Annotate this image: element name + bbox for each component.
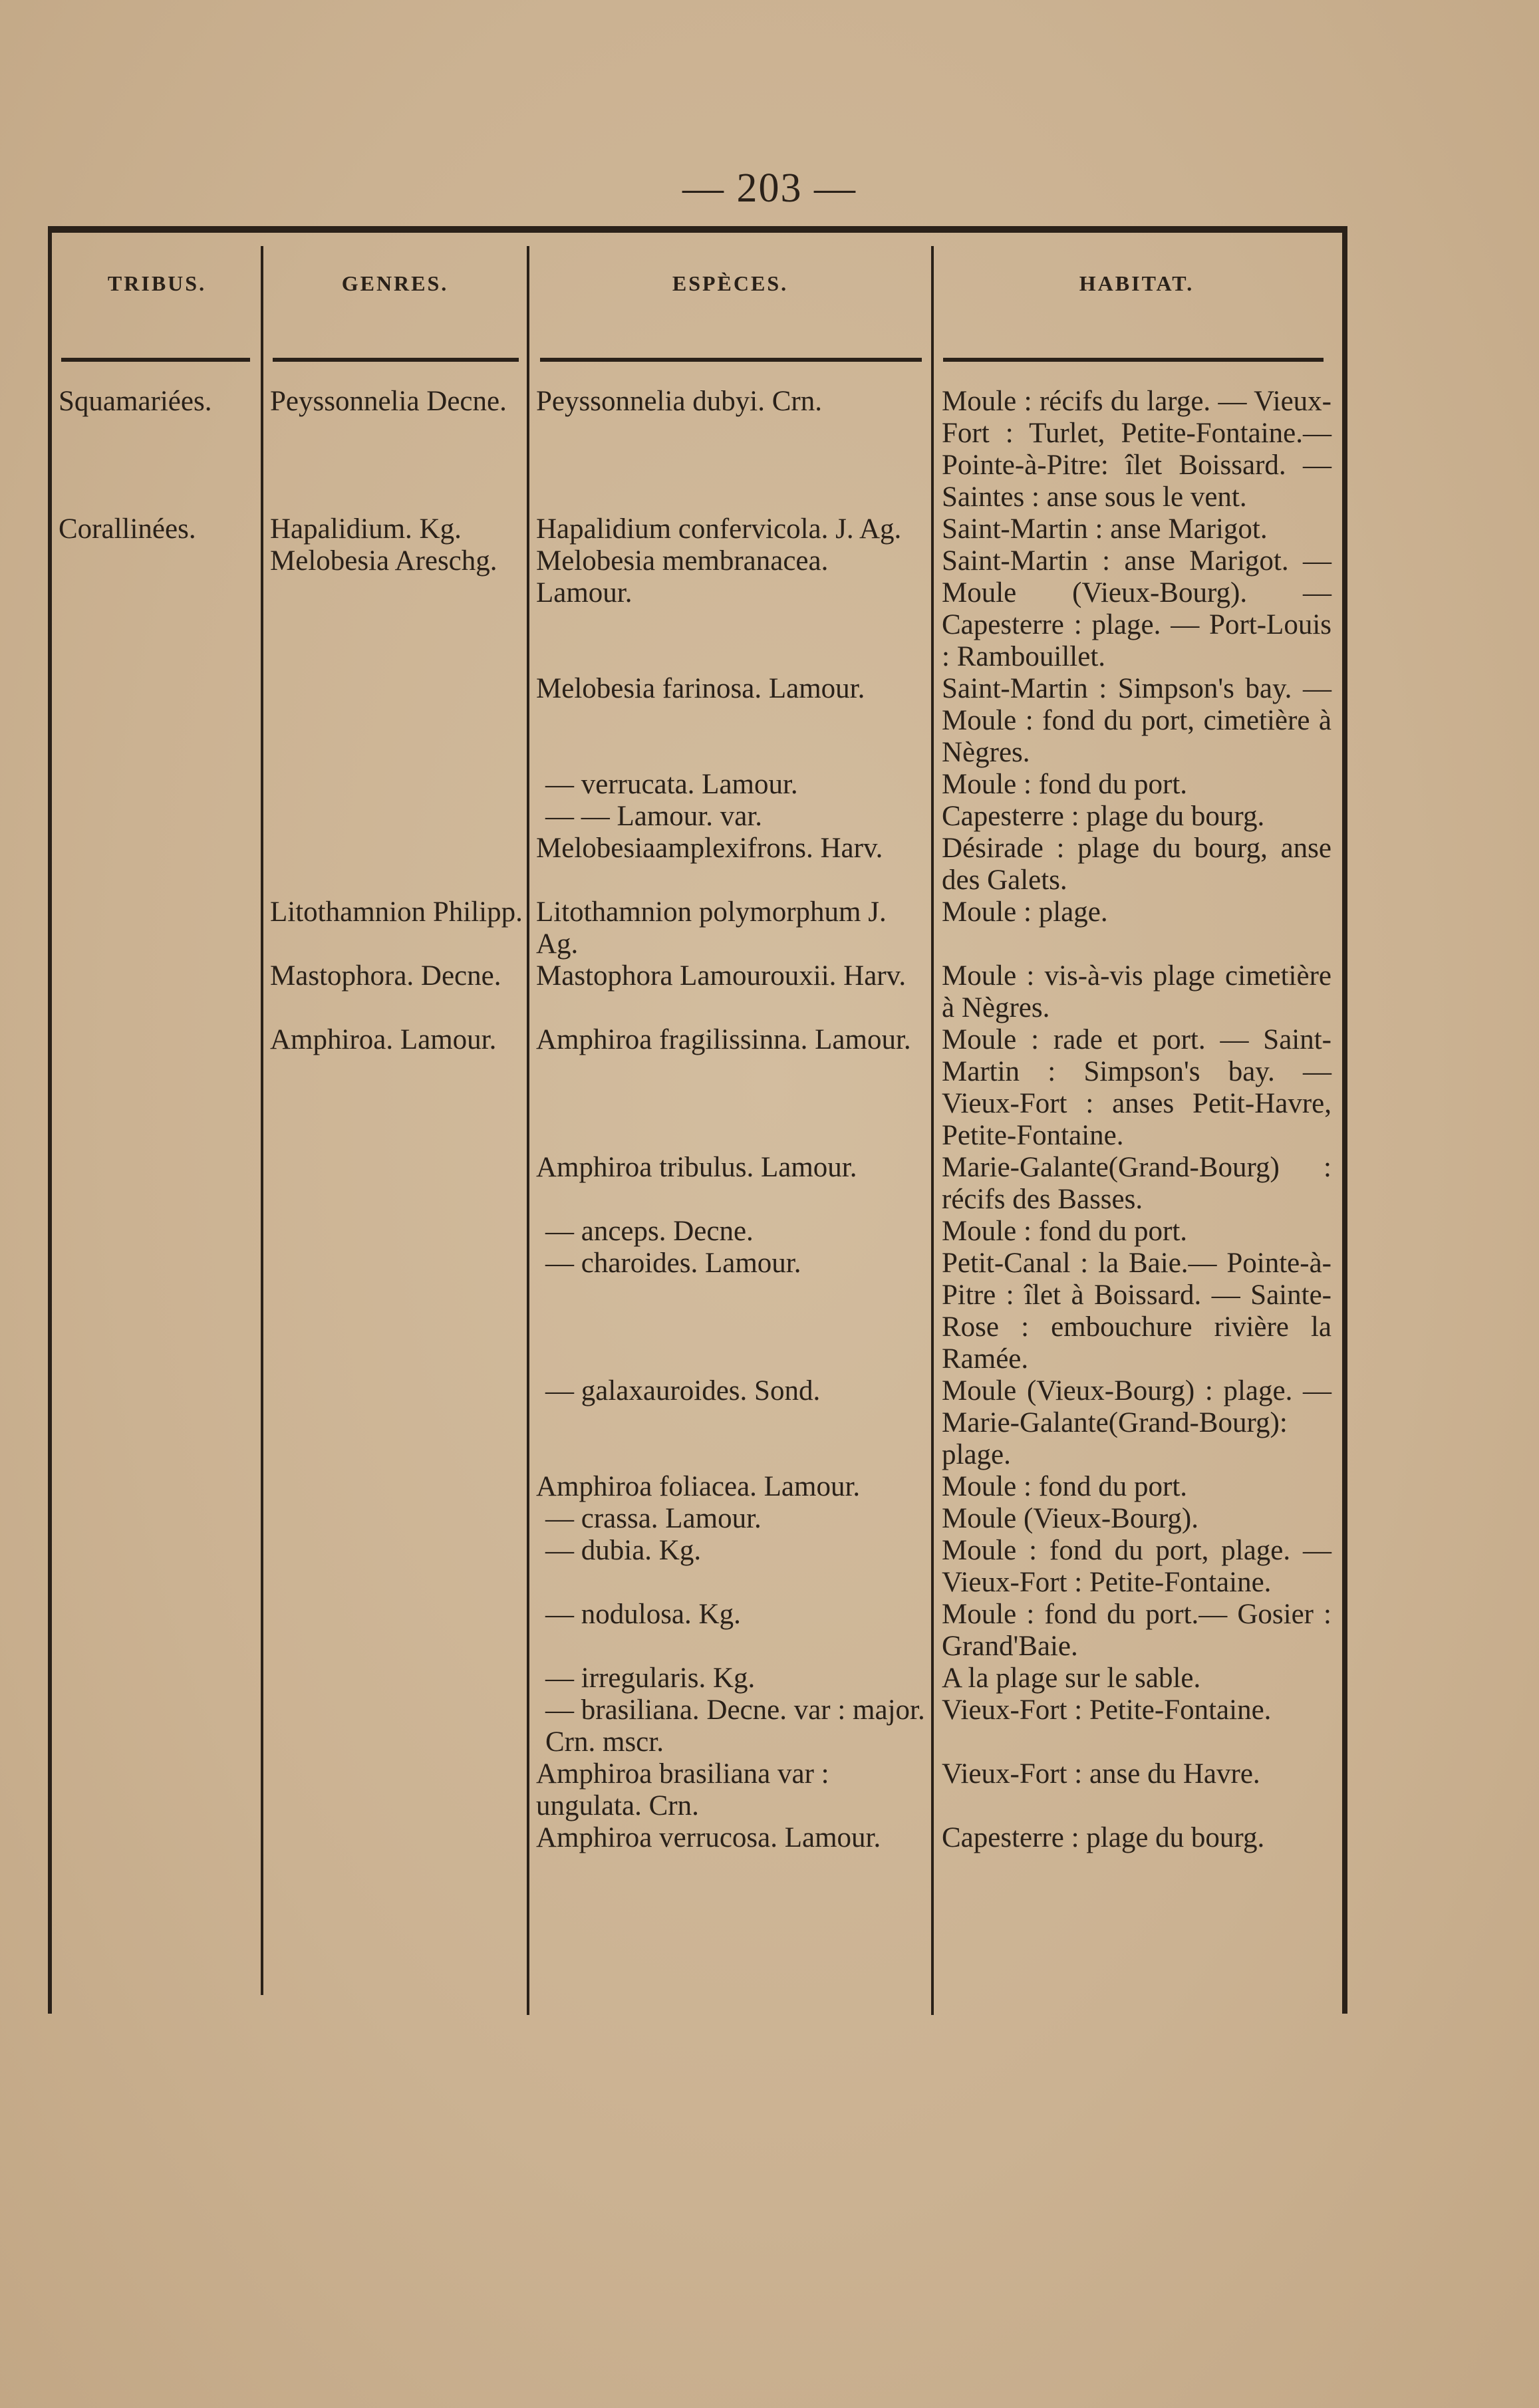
cell-espece: Melobesia farinosa. Lamour. bbox=[536, 673, 865, 704]
cell-habitat: Capesterre : plage du bourg. bbox=[942, 1822, 1265, 1853]
cell-habitat: Désirade : plage du bourg, anse des Galets. bbox=[942, 833, 1331, 896]
cell-habitat: Moule : fond du port, plage. — Vieux-Fort : Petite-Fontaine. bbox=[942, 1535, 1331, 1598]
cell-habitat: Moule : fond du port. bbox=[942, 1471, 1188, 1502]
cell-habitat: Moule : récifs du large. — Vieux-Fort : Turlet, Petite-Fontaine.— Pointe-à-Pitre: îlet Boissard. — Saintes : anse sous le vent. bbox=[942, 386, 1331, 513]
cell-habitat: Saint-Martin : Simpson's bay. — Moule : fond du port, cimetière à Nègres. bbox=[942, 673, 1331, 768]
cell-habitat: Moule : fond du port. bbox=[942, 1216, 1188, 1247]
cell-habitat: A la plage sur le sable. bbox=[942, 1663, 1201, 1694]
header-especes: ESPÈCES. bbox=[672, 271, 789, 295]
cell-habitat: Petit-Canal : la Baie.— Pointe-à-Pitre : îlet à Boissard. — Sainte-Rose : embouchure rivière la Ramée. bbox=[942, 1248, 1331, 1375]
cell-habitat: Moule (Vieux-Bourg). bbox=[942, 1503, 1198, 1534]
cell-habitat: Saint-Martin : anse Marigot. bbox=[942, 513, 1268, 545]
table-row bbox=[53, 1152, 1337, 1216]
cell-espece: — anceps. Decne. bbox=[545, 1216, 754, 1247]
table-row bbox=[53, 545, 1337, 673]
cell-espece: — charoides. Lamour. bbox=[545, 1248, 801, 1279]
cell-tribu: Corallinées. bbox=[59, 513, 196, 545]
cell-habitat: Moule : rade et port. — Saint-Martin : Simpson's bay. — Vieux-Fort : anses Petit-Havre, Petite-Fontaine. bbox=[942, 1024, 1331, 1151]
table-row bbox=[53, 896, 1337, 960]
cell-habitat: Moule : plage. bbox=[942, 896, 1108, 928]
cell-habitat: Moule (Vieux-Bourg) : plage. — Marie-Galante(Grand-Bourg): plage. bbox=[942, 1375, 1331, 1470]
cell-genre: Hapalidium. Kg. bbox=[270, 513, 462, 545]
table-row bbox=[53, 1599, 1337, 1663]
cell-espece: Mastophora Lamourouxii. Harv. bbox=[536, 960, 907, 992]
table-row bbox=[53, 1822, 1337, 1854]
table-row bbox=[53, 960, 1337, 1024]
cell-espece: Melobesia membranacea. Lamour. bbox=[536, 545, 829, 608]
cell-habitat: Saint-Martin : anse Marigot. —Moule (Vieux-Bourg). — Capesterre : plage. — Port-Louis : Rambouillet. bbox=[942, 545, 1331, 672]
table-row bbox=[53, 1471, 1337, 1503]
cell-genre: Amphiroa. Lamour. bbox=[270, 1024, 497, 1055]
cell-espece: Amphiroa verrucosa. Lamour. bbox=[536, 1822, 881, 1853]
cell-espece: Amphiroa foliacea. Lamour. bbox=[536, 1471, 861, 1502]
cell-espece: — galaxauroides. Sond. bbox=[545, 1375, 821, 1406]
cell-espece: — dubia. Kg. bbox=[545, 1535, 702, 1566]
header-rule-3 bbox=[540, 358, 922, 362]
header-rule-4 bbox=[943, 358, 1324, 362]
header-genres: GENRES. bbox=[341, 271, 449, 295]
header-rule-2 bbox=[273, 358, 519, 362]
cell-espece: — nodulosa. Kg. bbox=[545, 1599, 741, 1630]
cell-espece: — irregularis. Kg. bbox=[545, 1663, 756, 1694]
cell-genre: Litothamnion Philipp. bbox=[270, 896, 523, 928]
table-row bbox=[53, 1024, 1337, 1152]
table-row bbox=[53, 769, 1337, 801]
page-number: — 203 — bbox=[682, 166, 857, 211]
cell-espece: Melobesiaamplexifrons. Harv. bbox=[536, 833, 883, 864]
cell-espece: Amphiroa brasiliana var : ungulata. Crn. bbox=[536, 1758, 829, 1821]
table-row bbox=[53, 386, 1337, 513]
cell-habitat: Moule : fond du port.— Gosier : Grand'Baie. bbox=[942, 1599, 1331, 1662]
table-row bbox=[53, 1503, 1337, 1535]
table-row bbox=[53, 673, 1337, 769]
cell-habitat: Marie-Galante(Grand-Bourg) : récifs des Basses. bbox=[942, 1152, 1331, 1215]
cell-espece: — crassa. Lamour. bbox=[545, 1503, 762, 1534]
table-row bbox=[53, 1535, 1337, 1599]
table-row bbox=[53, 1248, 1337, 1375]
species-table bbox=[53, 386, 1337, 1854]
table-row bbox=[53, 1758, 1337, 1822]
table-row bbox=[53, 513, 1337, 545]
cell-genre: Melobesia Areschg. bbox=[270, 545, 497, 577]
cell-habitat: Moule : fond du port. bbox=[942, 769, 1188, 800]
table-row bbox=[53, 1694, 1337, 1758]
cell-genre: Mastophora. Decne. bbox=[270, 960, 501, 992]
cell-habitat: Capesterre : plage du bourg. bbox=[942, 801, 1265, 832]
cell-habitat: Moule : vis-à-vis plage cimetière à Nègres. bbox=[942, 960, 1331, 1023]
table-row bbox=[53, 1663, 1337, 1694]
cell-espece: Peyssonnelia dubyi. Crn. bbox=[536, 386, 822, 417]
cell-genre: Peyssonnelia Decne. bbox=[270, 386, 507, 417]
cell-habitat: Vieux-Fort : anse du Havre. bbox=[942, 1758, 1260, 1790]
table-row bbox=[53, 833, 1337, 896]
cell-espece: — verrucata. Lamour. bbox=[545, 769, 798, 800]
cell-habitat: Vieux-Fort : Petite-Fontaine. bbox=[942, 1694, 1272, 1726]
cell-espece: Amphiroa fragilissinna. Lamour. bbox=[536, 1024, 911, 1055]
header-habitat: HABITAT. bbox=[1079, 271, 1194, 295]
cell-espece: Amphiroa tribulus. Lamour. bbox=[536, 1152, 857, 1183]
cell-espece: Litothamnion polymorphum J. Ag. bbox=[536, 896, 887, 960]
cell-espece: Hapalidium confervicola. J. Ag. bbox=[536, 513, 902, 545]
header-rule-1 bbox=[61, 358, 250, 362]
cell-tribu: Squamariées. bbox=[59, 386, 212, 417]
cell-espece: — brasiliana. Decne. var : major. Crn. mscr. bbox=[545, 1694, 925, 1758]
header-tribus: TRIBUS. bbox=[107, 271, 207, 295]
table-row bbox=[53, 1216, 1337, 1248]
table-row bbox=[53, 801, 1337, 833]
table-row bbox=[53, 1375, 1337, 1471]
cell-espece: — — Lamour. var. bbox=[545, 801, 763, 832]
